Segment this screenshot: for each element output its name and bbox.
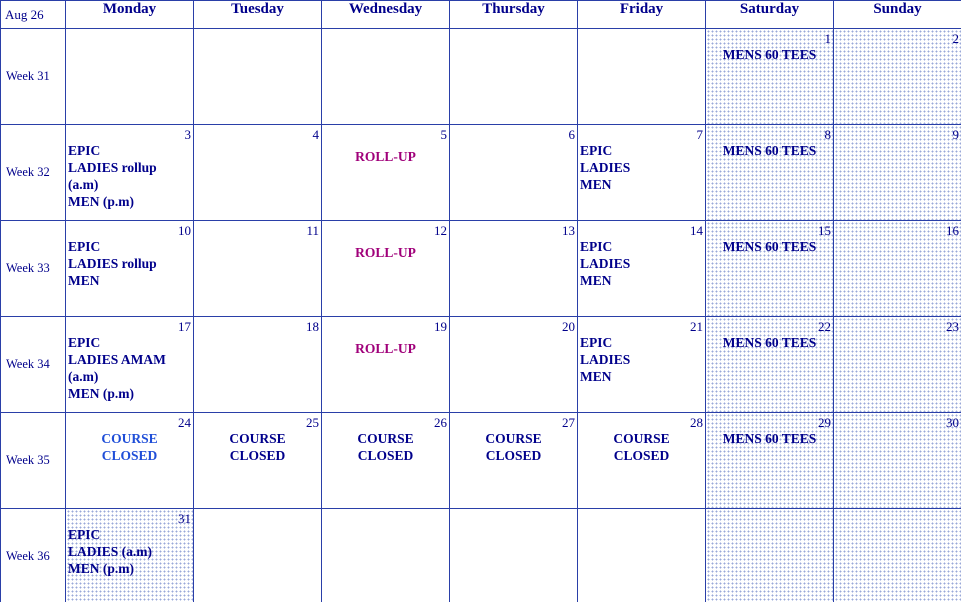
header-row	[1, 1, 961, 29]
event-text: EPIC	[68, 335, 101, 350]
event-text: LADIES rollup	[68, 256, 157, 271]
day-cell[interactable]	[834, 125, 961, 221]
event-text: EPIC	[68, 239, 101, 254]
event-text: COURSE	[229, 431, 286, 446]
day-cell[interactable]	[706, 317, 834, 413]
event-text: EPIC	[580, 335, 613, 350]
column-header-tuesday: Tuesday	[194, 1, 322, 29]
column-header-saturday: Saturday	[706, 1, 834, 29]
day-events	[706, 334, 833, 351]
day-number: 15	[818, 223, 831, 238]
column-header-friday: Friday	[578, 1, 706, 29]
day-number: 18	[306, 319, 319, 334]
week-label: Week 35	[1, 413, 66, 509]
event-text: MEN	[580, 273, 612, 288]
day-events	[66, 430, 193, 464]
day-number: 14	[690, 223, 703, 238]
day-number	[450, 509, 577, 526]
day-number: 4	[312, 127, 319, 142]
day-cell[interactable]	[450, 221, 578, 317]
event-text: MEN (p.m)	[68, 561, 134, 576]
day-events	[66, 526, 193, 577]
event-text: MENS 60 TEES	[722, 431, 817, 446]
day-cell[interactable]	[322, 509, 450, 602]
event-text: MEN (p.m)	[68, 386, 134, 401]
day-number: 5	[440, 127, 447, 142]
day-cell[interactable]	[578, 125, 706, 221]
day-number: 25	[306, 415, 319, 430]
day-cell[interactable]	[706, 125, 834, 221]
event-text: CLOSED	[613, 448, 670, 463]
event-text: COURSE	[101, 431, 158, 446]
day-cell[interactable]	[194, 317, 322, 413]
day-number: 13	[562, 223, 575, 238]
day-number	[66, 29, 193, 46]
event-text: MENS 60 TEES	[722, 143, 817, 158]
day-number: 17	[178, 319, 191, 334]
day-cell[interactable]	[194, 413, 322, 509]
day-cell[interactable]	[578, 29, 706, 125]
day-number: 10	[178, 223, 191, 238]
event-text: LADIES rollup	[68, 160, 157, 175]
day-cell[interactable]	[578, 413, 706, 509]
event-text: LADIES (a.m)	[68, 544, 153, 559]
day-events	[578, 430, 705, 464]
day-cell[interactable]	[66, 317, 194, 413]
day-number: 26	[434, 415, 447, 430]
event-text: (a.m)	[68, 177, 99, 192]
day-number: 23	[946, 319, 959, 334]
event-text: LADIES	[580, 160, 631, 175]
day-cell[interactable]	[322, 413, 450, 509]
day-number: 7	[696, 127, 703, 142]
day-cell[interactable]	[66, 509, 194, 602]
day-events	[66, 334, 193, 402]
calendar-header	[1, 1, 961, 29]
event-text: MEN	[580, 369, 612, 384]
day-cell[interactable]	[194, 29, 322, 125]
day-events	[706, 142, 833, 159]
day-number: 31	[178, 511, 191, 526]
day-cell[interactable]	[322, 29, 450, 125]
day-number: 22	[818, 319, 831, 334]
column-header-wednesday: Wednesday	[322, 1, 450, 29]
day-number: 20	[562, 319, 575, 334]
day-events	[578, 142, 705, 193]
day-cell[interactable]	[450, 509, 578, 602]
event-text: MENS 60 TEES	[722, 335, 817, 350]
week-label: Week 32	[1, 125, 66, 221]
day-number: 1	[824, 31, 831, 46]
day-number: 16	[946, 223, 959, 238]
calendar-body	[1, 29, 961, 602]
event-text: ROLL-UP	[355, 245, 416, 260]
column-header-thursday: Thursday	[450, 1, 578, 29]
day-events	[706, 46, 833, 63]
day-number	[194, 29, 321, 46]
event-text: MEN	[68, 273, 100, 288]
day-cell[interactable]	[322, 221, 450, 317]
day-events	[322, 430, 449, 464]
day-cell[interactable]	[194, 221, 322, 317]
event-text: (a.m)	[68, 369, 99, 384]
day-events	[578, 238, 705, 289]
calendar-week-row	[1, 221, 961, 317]
day-number	[194, 509, 321, 526]
event-text: CLOSED	[357, 448, 414, 463]
day-cell[interactable]	[322, 125, 450, 221]
day-cell[interactable]	[450, 413, 578, 509]
day-events	[322, 142, 449, 165]
event-text: MEN	[580, 177, 612, 192]
day-events	[322, 238, 449, 261]
day-cell[interactable]	[578, 509, 706, 602]
event-text: EPIC	[580, 143, 613, 158]
day-events	[706, 430, 833, 447]
day-cell[interactable]	[450, 317, 578, 413]
calendar-week-row	[1, 413, 961, 509]
day-cell[interactable]	[834, 413, 961, 509]
column-header-monday: Monday	[66, 1, 194, 29]
day-cell[interactable]	[194, 125, 322, 221]
day-number: 12	[434, 223, 447, 238]
day-cell[interactable]	[66, 221, 194, 317]
event-text: LADIES	[580, 256, 631, 271]
day-cell[interactable]	[706, 29, 834, 125]
event-text: COURSE	[613, 431, 670, 446]
day-number: 6	[568, 127, 575, 142]
day-cell[interactable]	[322, 317, 450, 413]
day-cell[interactable]	[706, 509, 834, 602]
event-text: MEN (p.m)	[68, 194, 134, 209]
event-text: COURSE	[485, 431, 542, 446]
day-events	[66, 142, 193, 210]
day-events	[578, 334, 705, 385]
day-number	[322, 509, 449, 526]
event-text: ROLL-UP	[355, 149, 416, 164]
event-text: CLOSED	[229, 448, 286, 463]
day-number: 24	[178, 415, 191, 430]
day-number: 9	[952, 127, 959, 142]
day-events	[194, 430, 321, 464]
day-cell[interactable]	[834, 221, 961, 317]
day-number: 8	[824, 127, 831, 142]
month-label: Aug 26	[1, 1, 66, 29]
day-number: 30	[946, 415, 959, 430]
day-number	[450, 29, 577, 46]
event-text: LADIES AMAM	[68, 352, 166, 367]
week-label: Week 33	[1, 221, 66, 317]
day-events	[450, 430, 577, 464]
event-text: EPIC	[580, 239, 613, 254]
day-number	[706, 509, 833, 526]
week-label: Week 36	[1, 509, 66, 602]
day-cell[interactable]	[834, 317, 961, 413]
day-number: 27	[562, 415, 575, 430]
event-text: EPIC	[68, 527, 101, 542]
day-events	[322, 334, 449, 357]
day-number: 19	[434, 319, 447, 334]
day-number	[322, 29, 449, 46]
day-number: 28	[690, 415, 703, 430]
week-label: Week 34	[1, 317, 66, 413]
calendar-week-row	[1, 29, 961, 125]
day-cell[interactable]	[450, 29, 578, 125]
day-number: 11	[306, 223, 319, 238]
event-text: EPIC	[68, 143, 101, 158]
day-cell[interactable]	[450, 125, 578, 221]
day-events	[706, 238, 833, 255]
day-cell[interactable]	[834, 29, 961, 125]
week-label: Week 31	[1, 29, 66, 125]
day-cell[interactable]	[834, 509, 961, 602]
event-text: ROLL-UP	[355, 341, 416, 356]
day-number: 21	[690, 319, 703, 334]
calendar-week-row	[1, 125, 961, 221]
calendar-week-row	[1, 317, 961, 413]
day-cell[interactable]	[578, 317, 706, 413]
day-number	[834, 509, 961, 526]
event-text: MENS 60 TEES	[722, 239, 817, 254]
day-events	[66, 238, 193, 289]
day-cell[interactable]	[706, 221, 834, 317]
event-text: CLOSED	[101, 448, 158, 463]
day-cell[interactable]	[578, 221, 706, 317]
column-header-sunday: Sunday	[834, 1, 961, 29]
day-cell[interactable]	[66, 29, 194, 125]
day-number	[578, 29, 705, 46]
event-text: MENS 60 TEES	[722, 47, 817, 62]
calendar-week-row	[1, 509, 961, 602]
day-cell[interactable]	[194, 509, 322, 602]
day-number: 2	[952, 31, 959, 46]
day-cell[interactable]	[706, 413, 834, 509]
day-number	[578, 509, 705, 526]
event-text: LADIES	[580, 352, 631, 367]
day-number: 29	[818, 415, 831, 430]
day-cell[interactable]	[66, 413, 194, 509]
event-text: COURSE	[357, 431, 414, 446]
day-number: 3	[184, 127, 191, 142]
event-text: CLOSED	[485, 448, 542, 463]
day-cell[interactable]	[66, 125, 194, 221]
